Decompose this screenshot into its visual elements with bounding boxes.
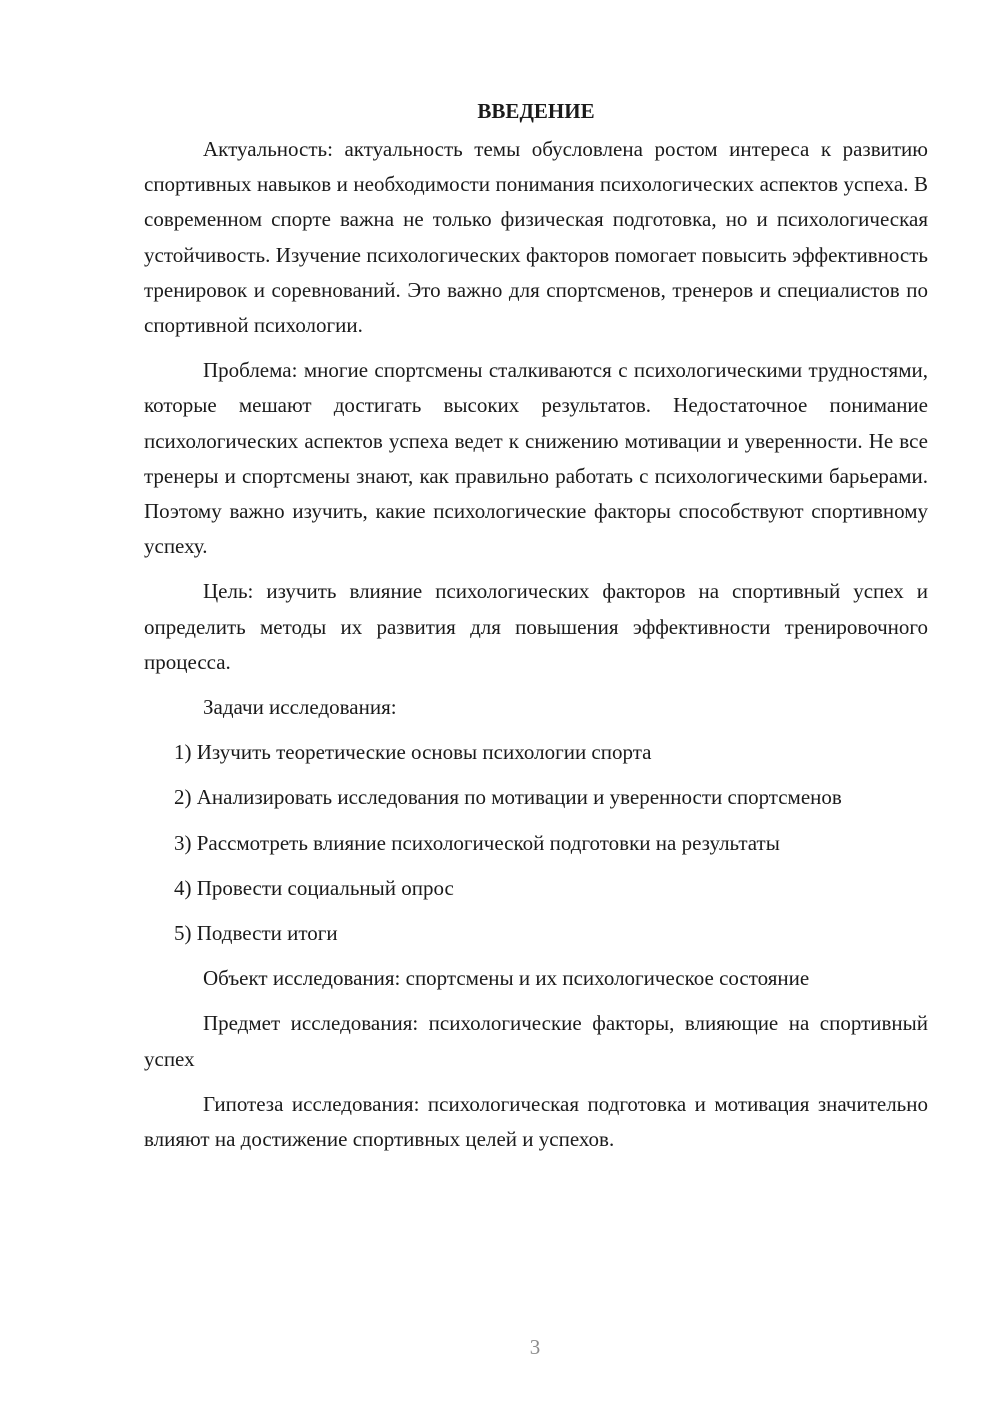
paragraph-goal: Цель: изучить влияние психологических факторов на спортивный успех и определить методы их развития для повышения эффективности тренировочного процесса.	[144, 579, 928, 674]
task-item-2: 2) Анализировать исследования по мотивации и уверенности спортсменов	[174, 785, 842, 810]
paragraph-object: Объект исследования: спортсмены и их психологическое состояние	[203, 966, 810, 991]
page-title: ВВЕДЕНИЕ	[477, 99, 595, 123]
document-page	[144, 96, 928, 1157]
paragraph-problem: Проблема: многие спортсмены сталкиваются с психологическими трудностями, которые мешают достигать высоких результатов. Недостаточное понимание психологических аспектов успеха ведет к снижению мотивации и уверенности. Не все тренеры и спортсмены знают, как правильно работать с психологическими барьерами. Поэтому важно изучить, какие психологические факторы способствуют спортивному успеху.	[144, 358, 928, 559]
paragraph-hypothesis: Гипотеза исследования: психологическая подготовка и мотивация значительно влияют на достижение спортивных целей и успехов.	[144, 1091, 928, 1152]
page-number: 3	[529, 1335, 541, 1359]
task-item-3: 3) Рассмотреть влияние психологической подготовки на результаты	[174, 830, 780, 855]
task-item-5: 5) Подвести итоги	[174, 921, 338, 946]
task-item-1: 1) Изучить теоретические основы психологии спорта	[174, 740, 652, 765]
paragraph-relevance: Актуальность: актуальность темы обусловлена ростом интереса к развитию спортивных навыков и необходимости понимания психологических аспектов успеха. В современном спорте важна не только физическая подготовка, но и психологическая устойчивость. Изучение психологических факторов помогает повысить эффективность тренировок и соревнований. Это важно для спортсменов, тренеров и специалистов по спортивной психологии.	[144, 137, 928, 338]
paragraph-subject: Предмет исследования: психологические факторы, влияющие на спортивный успех	[144, 1011, 928, 1071]
task-item-4: 4) Провести социальный опрос	[174, 875, 454, 900]
tasks-title: Задачи исследования:	[203, 695, 397, 720]
